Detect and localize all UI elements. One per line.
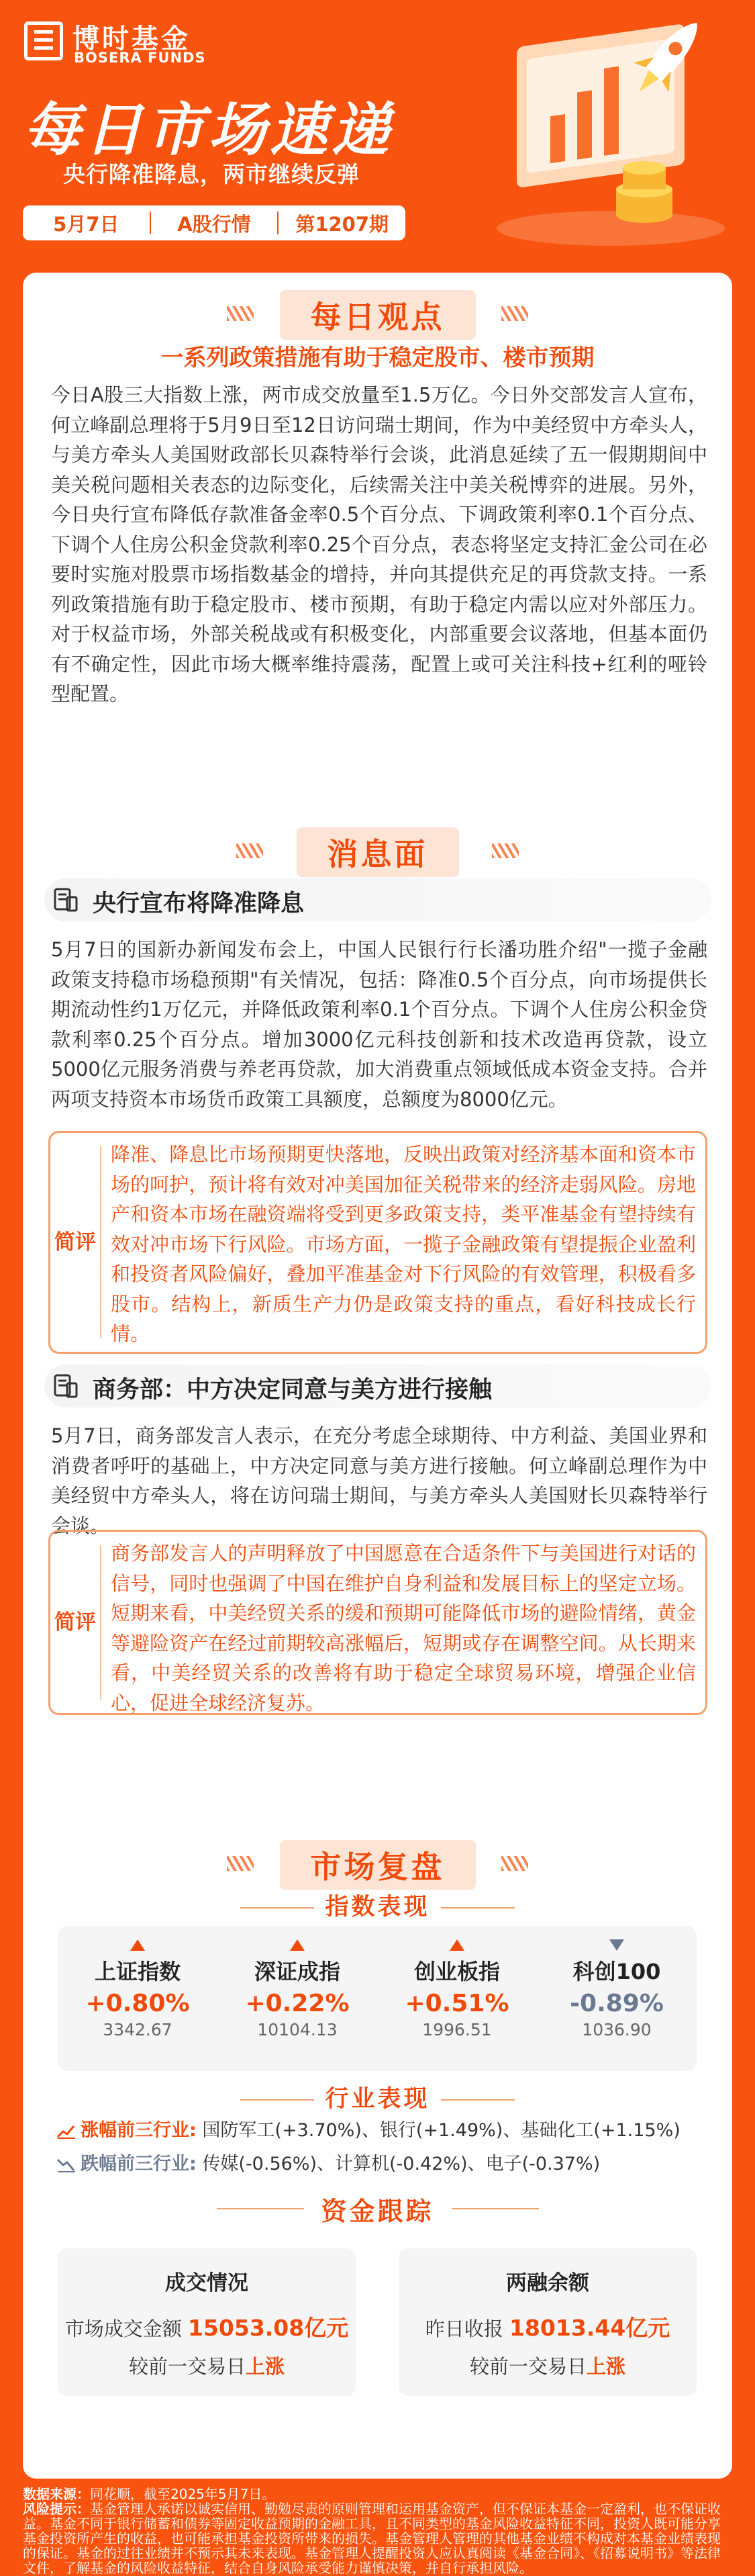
index-section-label: 指数表现	[0, 1888, 755, 1922]
news-title: 消息面	[297, 827, 459, 877]
news-item-heading: 央行宣布将降准降息	[44, 878, 711, 921]
trend-down-icon	[609, 1939, 624, 1951]
document-icon	[52, 886, 79, 913]
page-title: 每日市场速递	[23, 97, 393, 164]
news-comment	[48, 1530, 707, 1715]
issue-number-tag: 第1207期	[295, 212, 389, 236]
trend-down-icon	[56, 2157, 77, 2173]
logo-icon	[24, 21, 63, 60]
news-item-body: 5月7日，商务部发言人表示，在充分考虑全球期待、中方利益、美国业界和消费者呼吁的基础上，中方决定同意与美方进行接触。何立峰副总理作为中美经贸中方牵头人，将在访问瑞士期间，与美方牵头人美国财长贝森特举行会谈。	[51, 1424, 707, 1537]
date-tag: 5月7日	[53, 212, 119, 236]
trend-up-icon	[450, 1939, 464, 1951]
comment-text: 商务部发言人的声明释放了中国愿意在合适条件下与美国进行对话的信号，同时也强调了中国在维护自身利益和发展目标上的坚定立场。短期来看，中美经贸关系的缓和预期可能降低市场的避险情绪，黄金等避险资产在经过前期较高涨幅后，短期或存在调整空间。从长期来看，中美经贸关系的改善将有助于稳定全球贸易环境，增强企业信心，促进全球经济复苏。	[111, 1542, 696, 1714]
comment-label: 简评	[54, 1610, 96, 1635]
news-item-heading: 商务部：中方决定同意与美方进行接触	[44, 1365, 711, 1408]
daily-view-title: 每日观点	[280, 290, 476, 340]
funds-title: 资金跟踪	[321, 2197, 434, 2226]
footer-disclaimer: 数据来源：同花顺，截至2025年5月7日。 风险提示：基金管理人承诺以诚实信用、勤勉尽责的原则管理和运用基金资产，但不保证本基金一定盈利，也不保证收益。基金不同于银行储蓄和债券等固定收益预期的金融工具，且不同类型的基金风险收益特征不同，投资人既可能分享基金投资所产生的收益，也可能承担基金投资所带来的损失。基金管理人管理的其他基金业绩不构成对本基金业绩表现的保证。基金的过往业绩并不预示其未来表现。基金管理人提醒投资人应认真阅读《基金合同》、《招募说明书》等法律文件，了解基金的风险收益特征，结合自身风险承受能力谨慎决策，并自行承担风险。	[23, 2486, 721, 2576]
industry-section-label: 行业表现	[0, 2080, 755, 2114]
trend-up-icon	[130, 1939, 145, 1951]
funds-divider	[0, 2195, 755, 2221]
trend-up-icon	[290, 1939, 305, 1951]
industry-top-row: 涨幅前三行业: 国防军工(+3.70%)、银行(+1.49%)、基础化工(+1.15%)	[56, 2115, 701, 2142]
trend-up-icon	[56, 2123, 77, 2140]
market-title: 市场复盘	[280, 1840, 476, 1890]
page-subtitle: 央行降准降息，两市继续反弹	[63, 161, 360, 187]
index-card-cyb: 创业板指 +0.51% 1996.51	[377, 1926, 537, 2071]
rocket-icon	[470, 13, 738, 255]
news-item-body: 5月7日的国新办新闻发布会上，中国人民银行行长潘功胜介绍"一揽子金融政策支持稳市场稳预期"有关情况，包括：降准0.5个百分点，向市场提供长期流动性约1万亿元，并降低政策利率0.1个百分点。下调个人住房公积金贷款利率0.25个百分点。增加3000亿元科技创新和技术改造再贷款，设立5000亿元服务消费与养老再贷款，加大消费重点领域低成本资金支持。合并两项支持资本市场货币政策工具额度，总额度为8000亿元。	[51, 938, 707, 1111]
market-header	[0, 1840, 755, 1887]
daily-view-header	[0, 290, 755, 337]
coin-stack-icon	[616, 161, 672, 223]
index-card-sh: 上证指数 +0.80% 3342.67	[58, 1926, 217, 2071]
comment-text: 降准、降息比市场预期更快落地，反映出政策对经济基本面和资本市场的呵护，预计将有效对冲美国加征关税带来的经济走弱风险。房地产和资本市场在融资端将受到更多政策支持，类平准基金有望持续有效对冲市场下行风险。市场方面，一揽子金融政策有望提振企业盈利和投资者风险偏好，叠加平准基金对下行风险的有效管理，积极看多股市。结构上，新质生产力仍是政策支持的重点，看好科技成长行情。	[111, 1143, 696, 1345]
document-icon	[52, 1373, 79, 1399]
news-comment	[48, 1131, 707, 1354]
index-card-sz: 深证成指 +0.22% 10104.13	[217, 1926, 377, 2071]
news-header	[0, 827, 755, 874]
turnover-box: 成交情况 市场成交金额 15053.08亿元 较前一交易日上涨	[58, 2248, 356, 2396]
issue-tag-bar	[23, 205, 405, 240]
industry-bottom-row: 跌幅前三行业: 传媒(-0.56%)、计算机(-0.42%)、电子(-0.37%)	[56, 2149, 701, 2175]
index-panel	[58, 1926, 697, 2071]
brand-name-en: BOSERA FUNDS	[74, 50, 206, 66]
index-card-kc100: 科创100 -0.89% 1036.90	[537, 1926, 697, 2071]
category-tag: A股行情	[177, 212, 251, 236]
margin-balance-box: 两融余额 昨日收报 18013.44亿元 较前一交易日上涨	[399, 2248, 697, 2396]
brand-name-cn: 博时基金	[72, 24, 191, 54]
comment-label: 简评	[54, 1230, 96, 1254]
daily-view-body: 今日A股三大指数上涨，两市成交放量至1.5万亿。今日外交部发言人宣布，何立峰副总理将于5月9日至12日访问瑞士期间，作为中美经贸中方牵头人，与美方牵头人美国财政部长贝森特举行会谈，此消息延续了五一假期期间中美关税问题相关表态的边际变化，后续需关注中美关税博弈的进展。另外，今日央行宣布降低存款准备金率0.5个百分点、下调政策利率0.1个百分点、下调个人住房公积金贷款利率0.25个百分点，表态将坚定支持汇金公司在必要时实施对股票市场指数基金的增持，并向其提供充足的再贷款支持。一系列政策措施有助于稳定股市、楼市预期，有助于稳定内需以应对外部压力。对于权益市场，外部关税战或有积极变化，内部重要会议落地，但基本面仍有不确定性，因此市场大概率维持震荡，配置上或可关注科技+红利的哑铃型配置。	[51, 383, 707, 705]
daily-view-subtitle: 一系列政策措施有助于稳定股市、楼市预期	[160, 344, 595, 371]
